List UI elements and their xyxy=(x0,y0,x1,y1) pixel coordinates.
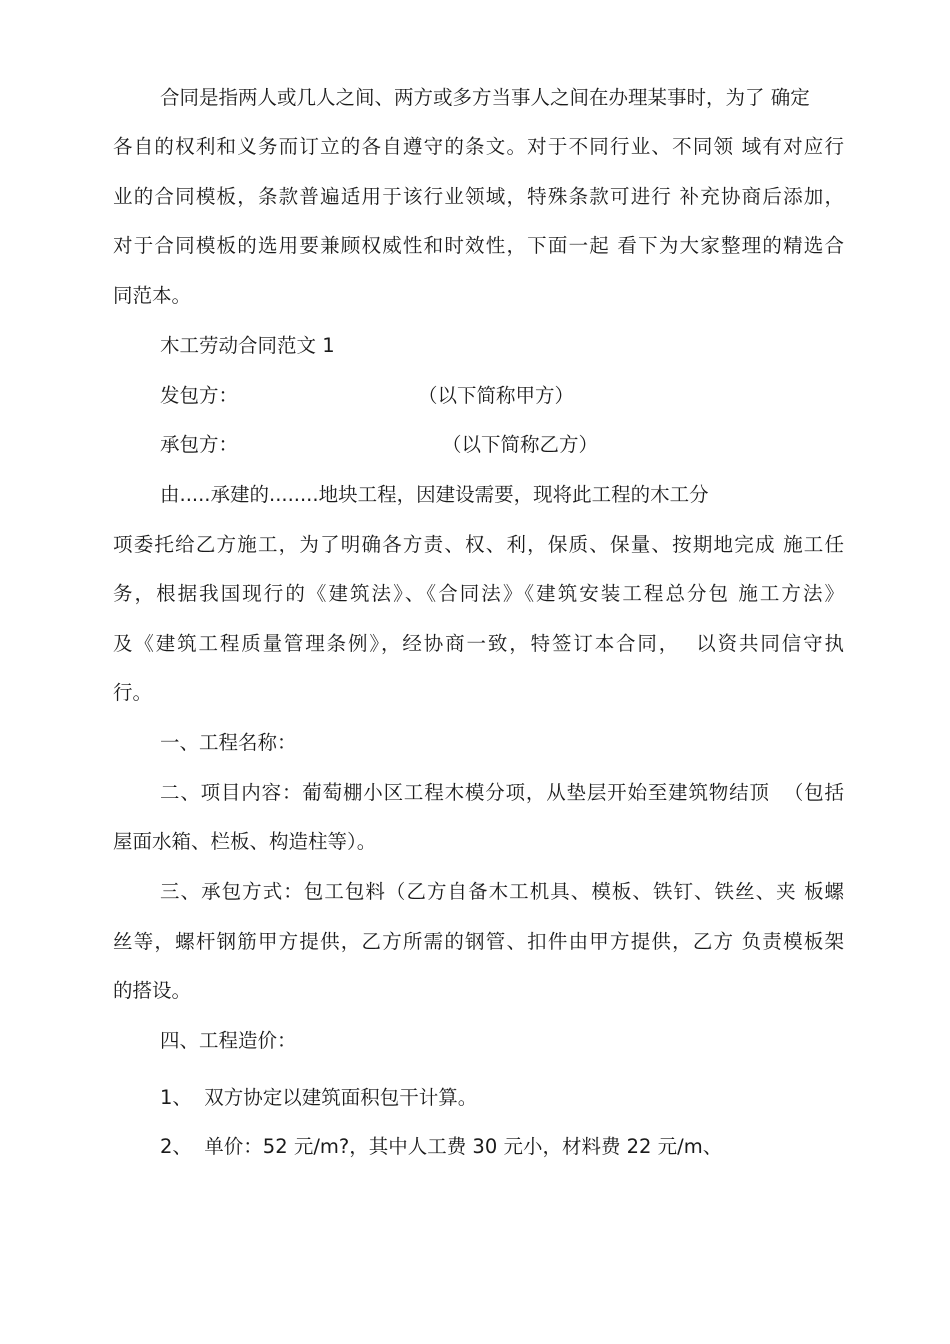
employer-label: 发包方： xyxy=(160,384,239,407)
intro-line-2: 各自的权利和义务而订立的各自遵守的条文。对于不同行业、不同领 域有对应行 xyxy=(113,135,844,158)
clause-2-line-1: 二、项目内容：葡萄棚小区工程木模分项，从垫层开始至建筑物结顶 （包括 xyxy=(160,781,844,804)
clause-2-line-2: 屋面水箱、栏板、构造柱等）。 xyxy=(113,830,377,853)
clause-4-item-2: 2、 单价：52 元/m?，其中人工费 30 元小，材料费 22 元/m、 xyxy=(160,1135,723,1158)
preamble-line-5: 行。 xyxy=(113,681,153,704)
clause-1: 一、工程名称： xyxy=(160,731,297,754)
clause-3-line-2: 丝等，螺杆钢筋甲方提供，乙方所需的钢管、扣件由甲方提供，乙方 负责模板架 xyxy=(113,930,844,953)
preamble-line-1: 由.....承建的........地块工程，因建设需要，现将此工程的木工分 xyxy=(160,483,709,506)
intro-line-3: 业的合同模板，条款普遍适用于该行业领域，特殊条款可进行 补充协商后添加， xyxy=(113,185,844,208)
intro-line-1: 合同是指两人或几人之间、两方或多方当事人之间在办理某事时，为了 确定 xyxy=(160,86,810,109)
preamble-line-2: 项委托给乙方施工，为了明确各方责、权、利，保质、保量、按期地完成 施工任 xyxy=(113,533,844,556)
contract-title: 木工劳动合同范文 1 xyxy=(160,334,335,357)
employer-note: （以下简称甲方） xyxy=(418,384,575,407)
clause-4: 四、工程造价： xyxy=(160,1029,297,1052)
contractor-note: （以下简称乙方） xyxy=(442,433,599,456)
preamble-line-3: 务，根据我国现行的《建筑法》、《合同法》《建筑安装工程总分包 施工方法》 xyxy=(113,582,844,605)
intro-line-5: 同范本。 xyxy=(113,284,192,307)
clause-3-line-3: 的搭设。 xyxy=(113,979,192,1002)
clause-3-line-1: 三、承包方式：包工包料（乙方自备木工机具、模板、铁钉、铁丝、夹 板螺 xyxy=(160,880,844,903)
intro-line-4: 对于合同模板的选用要兼顾权威性和时效性，下面一起 看下为大家整理的精选合 xyxy=(113,234,844,257)
contractor-label: 承包方： xyxy=(160,433,239,456)
clause-4-item-1: 1、 双方协定以建筑面积包干计算。 xyxy=(160,1086,478,1109)
preamble-line-4: 及《建筑工程质量管理条例》，经协商一致，特签订本合同， 以资共同信守执 xyxy=(113,632,844,655)
